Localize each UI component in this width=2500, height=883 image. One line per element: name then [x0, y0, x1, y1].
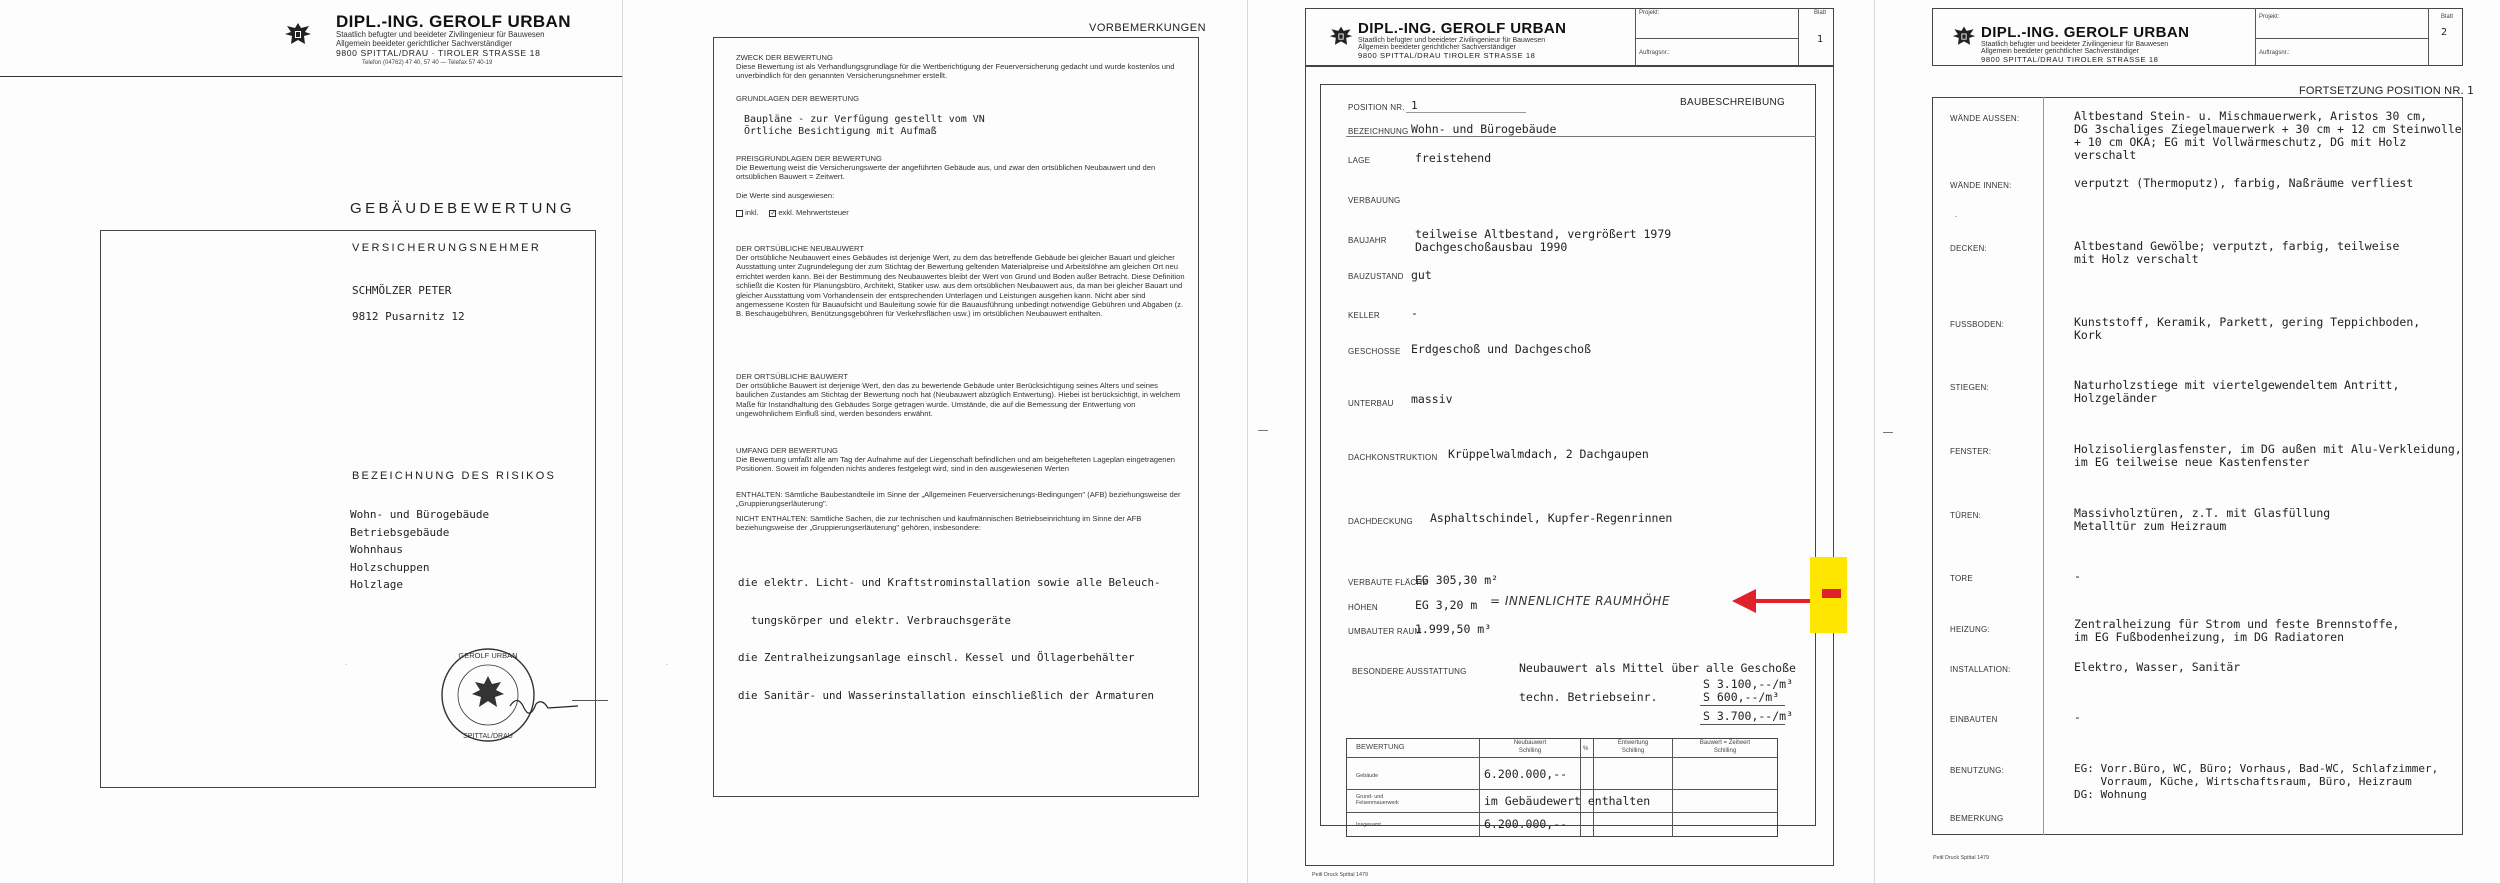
table-row-label: Grund- und Felsenmauerwerk — [1356, 794, 1399, 806]
position-label: POSITION NR. — [1348, 103, 1405, 112]
risk-item: Wohn- und Bürogebäude — [350, 508, 490, 521]
field-value-condition: gut — [1411, 268, 1432, 282]
price-basis-heading: PREISGRUNDLAGEN DER BEWERTUNG — [736, 154, 882, 163]
field-value-stairs: Naturholzstiege mit viertelgewendeltem Antritt, Holzgeländer — [2074, 378, 2400, 405]
preliminary-remarks-page — [623, 0, 1247, 883]
basis-line: Baupläne - zur Verfügung gestellt vom VN — [744, 114, 985, 125]
technical-equipment-rate: S 600,--/m³ — [1703, 690, 1780, 704]
field-label-usage: BENUTZUNG: — [1950, 766, 2004, 775]
project-label: Projekt: — [2259, 14, 2280, 20]
building-value-text: Der ortsübliche Bauwert ist derjenige Wert, den das zu bewertende Gebäude unter Berücksichtigung seines Alters und seines baulichen Zustandes am Stichtag der Bewertung noch hat (Neubauwert abzüglich Entwertung). Hiebei ist berücksichtigt, in welchem Maße für Instandhaltung des Gebäudes Sorge getragen wurde. Umstände, die auf die Bemessung der Entwertung von ungewöhnlichem Einfluß sind, werden besonders erwähnt. — [736, 381, 1181, 419]
risk-item: Holzschuppen — [350, 560, 430, 574]
field-value-roofing: Asphaltschindel, Kupfer-Regenrinnen — [1430, 511, 1673, 525]
field-value-doors: Massivholztüren, z.T. mit Glasfüllung Metalltür zum Heizraum — [2074, 506, 2331, 533]
field-value-usage: EG: Vorr.Büro, WC, Büro; Vorhaus, Bad-WC, Schlafzimmer, Vorraum, Küche, Wirtschaftsraum, Büro, Heizraum DG: Wohnung — [2074, 762, 2439, 801]
basis-heading: GRUNDLAGEN DER BEWERTUNG — [736, 94, 860, 103]
svg-text:GEROLF URBAN: GEROLF URBAN — [458, 651, 518, 660]
margin-mark: - — [1955, 214, 1957, 220]
firm-name: DIPL.-ING. GEROLF URBAN — [1981, 24, 2190, 41]
scope-excluded: NICHT ENTHALTEN: Sämtliche Sachen, die zur technischen und kaufmännischen Betriebseinrichtung im Sinne der AFB beziehungsweise der „Gruppierungserläuterung" gehören, insbesondere: — [736, 514, 1142, 533]
field-value-volume: 1.999,50 m³ — [1415, 622, 1492, 636]
field-label-year-built: BAUJAHR — [1348, 236, 1387, 245]
field-value-ceilings: Altbestand Gewölbe; verputzt, farbig, teilweise mit Holz verschalt — [2074, 239, 2400, 266]
continuation-heading — [2299, 84, 2474, 97]
field-value-basement: - — [1411, 306, 1418, 320]
purpose-text: Diese Bewertung ist als Verhandlungsgrundlage für die Wertberichtigung der Feuerversicherung gedacht und wurde kostenlos und unverbindlich für den genannten Versicherungsnehmer erstellt. — [736, 62, 1175, 81]
sheet-label: Blatt — [2441, 14, 2454, 20]
svg-text:SPITTAL/DRAU: SPITTAL/DRAU — [463, 733, 513, 740]
order-number-label: Auftragsnr.: — [2259, 50, 2290, 56]
cover-page — [0, 0, 622, 883]
vat-options — [736, 208, 849, 217]
field-label-stairs: STIEGEN: — [1950, 383, 1989, 392]
field-label-installation: INSTALLATION: — [1950, 665, 2011, 674]
red-marker-dash — [1822, 589, 1841, 598]
sheet-number: 1 — [1817, 34, 1824, 45]
vat-exclusive-label: exkl. Mehrwertsteuer — [778, 208, 849, 217]
table-row-label: Gebäude — [1356, 773, 1379, 779]
new-value-text: Der ortsübliche Neubauwert eines Gebäudes ist derjenige Wert, zu dem das betreffende Gebäude bei gleicher Bauart und gleicher Ausstattung unter Zugrundelegung der zum Stichtag der Bewertung geltenden Materialpreise und Arbeitslöhne am gleichen Ort neu errichtet werden kann. Bei der Bestimmung des Neubauwertes bleibt der Wert von Grund und Boden außer Betracht. Diese Definition schließt die Kosten für Planungsbüro, Architekt, Statiker usw. aus dem ortsüblichen Neubauwert aus, da man bei gleicher Bauart und gleicher Ausstattung vom Vorhandensein der entsprechenden Unterlagen und Leistungen ausgehen kann. Nicht aber sind angemessene Kosten für Bauaufsicht und Bauleitung sowie für die Bauausführung unbedingt notwendige Gebühren und Abgaben (z. B. Beschaugebühren, Benützungsgebühren für Verkehrsflächen usw.) im ortsüblichen Neubauwert enthalten. — [736, 253, 1185, 319]
field-label-built-area: VERBAUTE FLÄCHE — [1348, 578, 1428, 587]
field-value-year-built: teilweise Altbestand, vergrößert 1979 Dachgeschoßausbau 1990 — [1415, 227, 1672, 254]
round-stamp-icon — [438, 640, 578, 750]
position-number: 1 — [1411, 99, 1418, 112]
firm-address: 9800 SPITTAL/DRAU TIROLER STRASSE 18 — [1981, 55, 2159, 64]
table-header-new-value: Neubauwert Schilling — [1513, 740, 1547, 754]
basis-line: Örtliche Besichtigung mit Aufmaß — [744, 126, 937, 137]
vat-inclusive-label: inkl. — [745, 208, 759, 217]
price-basis-text: Die Bewertung weist die Versicherungswerte der angeführten Gebäude aus, und zwar den ortsüblichen Neubauwert und den ortsüblichen Bauwert = Zeitwert. — [736, 163, 1156, 182]
new-value-total-rate: S 3.700,--/m³ — [1703, 709, 1794, 723]
field-label-condition: BAUZUSTAND — [1348, 272, 1404, 281]
insured-heading: VERSICHERUNGSNEHMER — [352, 242, 542, 254]
new-value-rate: S 3.100,--/m³ — [1703, 677, 1794, 691]
new-value-basis-text: Neubauwert als Mittel über alle Geschoße — [1519, 661, 1796, 675]
eagle-logo-icon — [1951, 24, 1977, 50]
field-value-windows: Holzisolierglasfenster, im DG außen mit Alu-Verkleidung, im EG teilweise neue Kastenfenster — [2074, 442, 2462, 469]
excluded-item: tungskörper und elektr. Verbrauchsgeräte — [738, 613, 1012, 627]
field-value-designation: Wohn- und Bürogebäude — [1411, 122, 1557, 136]
sheet-label: Blatt — [1814, 10, 1827, 16]
margin-mark: · — [345, 662, 347, 668]
field-value-built-area: EG 305,30 m² — [1415, 573, 1499, 587]
margin-dash — [1258, 430, 1268, 431]
firm-subtitle-1: Staatlich befugter und beeideter Zivilingenieur für Bauwesen — [336, 30, 545, 39]
risk-list — [350, 506, 489, 594]
table-header-percent: % — [1583, 746, 1589, 752]
field-label-doors: TÜREN: — [1950, 511, 1981, 520]
field-label-basement: KELLER — [1348, 311, 1380, 320]
table-row-value: 6.200.000,-- — [1484, 817, 1568, 831]
field-value-roof-structure: Krüppelwalmdach, 2 Dachgaupen — [1448, 447, 1649, 461]
firm-subtitle-1: Staatlich befugter und beeideter Zivilingenieur für Bauwesen — [1358, 37, 1546, 44]
firm-address: 9800 SPITTAL/DRAU · TIROLER STRASSE 18 — [336, 48, 541, 58]
scope-text: Die Bewertung umfaßt alle am Tag der Aufnahme auf der Liegenschaft befindlichen und am beigehefteten Lageplan eingetragenen Positionen. Soweit im folgenden nichts anderes festgelegt wird, sind in den ausgewiesenen Werten — [736, 455, 1175, 474]
project-label: Projekt: — [1639, 10, 1660, 16]
remarks-title: VORBEMERKUNGEN — [1089, 22, 1207, 34]
continuation-page: DIPL.-ING. GEROLF URBAN Staatlich befugter und beeideter Zivilingenieur für Bauwesen Allgemein beeideter gerichtlicher Sachverständiger 9800 SPITTAL/DRAU TIROLER STRASSE 18 Projekt: Auftragsnr.: Blatt 2 FORTSETZUNG POSITION NR. 1 WÄNDE AUSSEN: Altbestand Stein- u. Mischmauerwerk, Aristos 30 cm, DG 3schaliges Ziegelmauerwerk + 30 cm + 12 cm Steinwolle + 10 cm OKA; EG mit Vollwärmeschutz, DG mit Holz verschalt WÄNDE INNEN: verputzt (Thermoputz), farbig, Naßräume verfliest - DECKEN: Altbestand Gewölbe; verputzt, farbig, teilweise mit Holz verschalt FUSSBODEN: Kunststoff, Keramik, Parkett, gering Teppichboden, Kork STIEGEN: Naturholzstiege mit viertelgewendeltem Antritt, Holzgeländer FENSTER: Holzisolierglasfenster, im DG außen mit Alu-Verkleidung, im EG teilweise neue Kastenfenster TÜREN: Massivholztüren, z.T. mit Glasfüllung Metalltür zum Heizraum TORE - HEIZUNG: Zentralheizung für Strom und feste Brennstoffe, im EG Fußbodenheizung, im DG Radiatoren INSTALLATION: Elektro, Wasser, Sanitär EINBAUTEN - BENUTZUNG: EG: Vorr.Büro, WC, Büro; Vorhaus, Bad-WC, Schlafzimmer, Vorraum, Küche, Wirtschaftsraum, Büro, Heizraum DG: Wohnung BEMERKUNG Peitl Druck Spittal 1479 — [1875, 0, 2500, 883]
field-label-heights: HÖHEN — [1348, 603, 1378, 612]
technical-equipment-label: techn. Betriebseinr. — [1519, 690, 1658, 704]
firm-subtitle-2: Allgemein beeideter gerichtlicher Sachverständiger — [1358, 44, 1516, 51]
scope-included: ENTHALTEN: Sämtliche Baubestandteile im Sinne der „Allgemeinen Feuerversicherungs-Bedingungen" (AFB) beziehungsweise der „Gruppierungserläuterung". — [736, 490, 1181, 509]
risk-item: Wohnhaus — [350, 543, 403, 556]
field-value-fixtures: - — [2074, 710, 2081, 724]
field-value-heights: EG 3,20 m — [1415, 598, 1478, 612]
field-label-gates: TORE — [1950, 574, 1973, 583]
field-label-remark: BEMERKUNG — [1950, 814, 2004, 823]
risk-heading: BEZEICHNUNG DES RISIKOS — [352, 470, 557, 482]
margin-mark: · — [666, 662, 668, 668]
field-label-windows: FENSTER: — [1950, 447, 1992, 456]
field-label-roofing: DACHDECKUNG — [1348, 517, 1413, 526]
field-label-roof-structure: DACHKONSTRUKTION — [1348, 453, 1438, 462]
field-label-fixtures: EINBAUTEN — [1950, 715, 1998, 724]
field-value-floors: Erdgeschoß und Dachgeschoß — [1411, 342, 1592, 356]
table-row-value: im Gebäudewert enthalten — [1484, 794, 1651, 808]
insured-address: 9812 Pusarnitz 12 — [352, 310, 465, 323]
firm-subtitle-2: Allgemein beeideter gerichtlicher Sachverständiger — [336, 39, 512, 48]
section-title: BAUBESCHREIBUNG — [1680, 97, 1786, 108]
vat-exclusive-checkbox-checked: ✓ — [770, 209, 777, 217]
handwritten-note: = INNENLICHTE RAUMHÖHE — [1490, 594, 1671, 608]
excluded-items — [738, 552, 1161, 727]
table-row-value: 6.200.000,-- — [1484, 767, 1568, 781]
field-value-exterior-walls: Altbestand Stein- u. Mischmauerwerk, Aristos 30 cm, DG 3schaliges Ziegelmauerwerk + 30 cm + 12 cm Steinwolle + 10 cm OKA; EG mit Vollwärmeschutz, DG mit Holz verschalt — [2074, 109, 2462, 162]
field-label-floors: GESCHOSSE — [1348, 347, 1401, 356]
scope-heading: UMFANG DER BEWERTUNG — [736, 446, 838, 455]
building-description-page — [1248, 0, 1874, 883]
field-label-floors: FUSSBODEN: — [1950, 320, 2005, 329]
firm-subtitle-1: Staatlich befugter und beeideter Zivilingenieur für Bauwesen — [1981, 41, 2169, 48]
continuation-number: 1 — [2466, 84, 2474, 97]
firm-phone: Telefon (04762) 47 40, 57 40 — Telefax 57 40-19 — [362, 60, 493, 66]
sheet-number: 2 — [2441, 27, 2448, 38]
table-header-current-value: Bauwert = Zeitwert Schilling — [1699, 740, 1751, 754]
field-value-interior-walls: verputzt (Thermoputz), farbig, Naßräume verfliest — [2074, 176, 2414, 190]
firm-name: DIPL.-ING. GEROLF URBAN — [1358, 20, 1567, 37]
field-label-heating: HEIZUNG: — [1950, 625, 1990, 634]
purpose-heading: ZWECK DER BEWERTUNG — [736, 53, 833, 62]
field-value-substructure: massiv — [1411, 392, 1453, 406]
new-value-heading: DER ORTSÜBLICHE NEUBAUWERT — [736, 244, 864, 253]
field-value-floors: Kunststoff, Keramik, Parkett, gering Teppichboden, Kork — [2074, 315, 2421, 342]
field-label-interior-walls: WÄNDE INNEN: — [1950, 181, 2012, 190]
field-value-installation: Elektro, Wasser, Sanitär — [2074, 660, 2241, 674]
vat-inclusive-checkbox — [736, 210, 743, 217]
printer-footer: Peitl Druck Spittal 1479 — [1933, 855, 1990, 861]
excluded-item: die elektr. Licht- und Kraftstrominstallation sowie alle Beleuch- — [738, 576, 1161, 589]
table-row-label: Insgesamt — [1356, 822, 1381, 828]
field-label-development: VERBAUUNG — [1348, 196, 1401, 205]
order-number-label: Auftragsnr.: — [1639, 50, 1670, 56]
field-value-gates: - — [2074, 569, 2081, 583]
eagle-logo-icon — [283, 20, 313, 50]
table-header-valuation: BEWERTUNG — [1356, 742, 1405, 751]
margin-dash — [572, 700, 608, 701]
excluded-item: die Zentralheizungsanlage einschl. Kessel und Öllagerbehälter — [738, 651, 1135, 664]
field-label-volume: UMBAUTER RAUM — [1348, 627, 1422, 636]
field-label-location: LAGE — [1348, 156, 1371, 165]
building-value-heading: DER ORTSÜBLICHE BAUWERT — [736, 372, 848, 381]
continuation-label: FORTSETZUNG POSITION NR. — [2299, 85, 2464, 97]
eagle-logo-icon — [1328, 24, 1354, 50]
field-label-substructure: UNTERBAU — [1348, 399, 1394, 408]
risk-item: Holzlage — [350, 578, 403, 591]
insured-name: SCHMÖLZER PETER — [352, 284, 452, 297]
header-rule — [0, 76, 622, 77]
firm-name: DIPL.-ING. GEROLF URBAN — [336, 12, 571, 31]
firm-subtitle-2: Allgemein beeideter gerichtlicher Sachverständiger — [1981, 48, 2139, 55]
field-label-ceilings: DECKEN: — [1950, 244, 1987, 253]
field-value-heating: Zentralheizung für Strom und feste Brennstoffe, im EG Fußbodenheizung, im DG Radiatoren — [2074, 617, 2400, 644]
field-value-location: freistehend — [1415, 151, 1492, 165]
values-shown-label: Die Werte sind ausgewiesen: — [736, 191, 835, 200]
field-label-designation: BEZEICHNUNG — [1348, 127, 1409, 136]
table-header-depreciation: Entwertung Schilling — [1617, 740, 1649, 754]
margin-dash — [1883, 432, 1893, 433]
cover-title: GEBÄUDEBEWERTUNG — [350, 200, 575, 217]
field-label-special-equipment: BESONDERE AUSSTATTUNG — [1352, 667, 1467, 676]
firm-address: 9800 SPITTAL/DRAU TIROLER STRASSE 18 — [1358, 51, 1536, 60]
excluded-item: die Sanitär- und Wasserinstallation einschließlich der Armaturen — [738, 688, 1155, 702]
printer-footer: Peitl Druck Spittal 1479 — [1312, 872, 1369, 878]
risk-item: Betriebsgebäude — [350, 525, 450, 539]
